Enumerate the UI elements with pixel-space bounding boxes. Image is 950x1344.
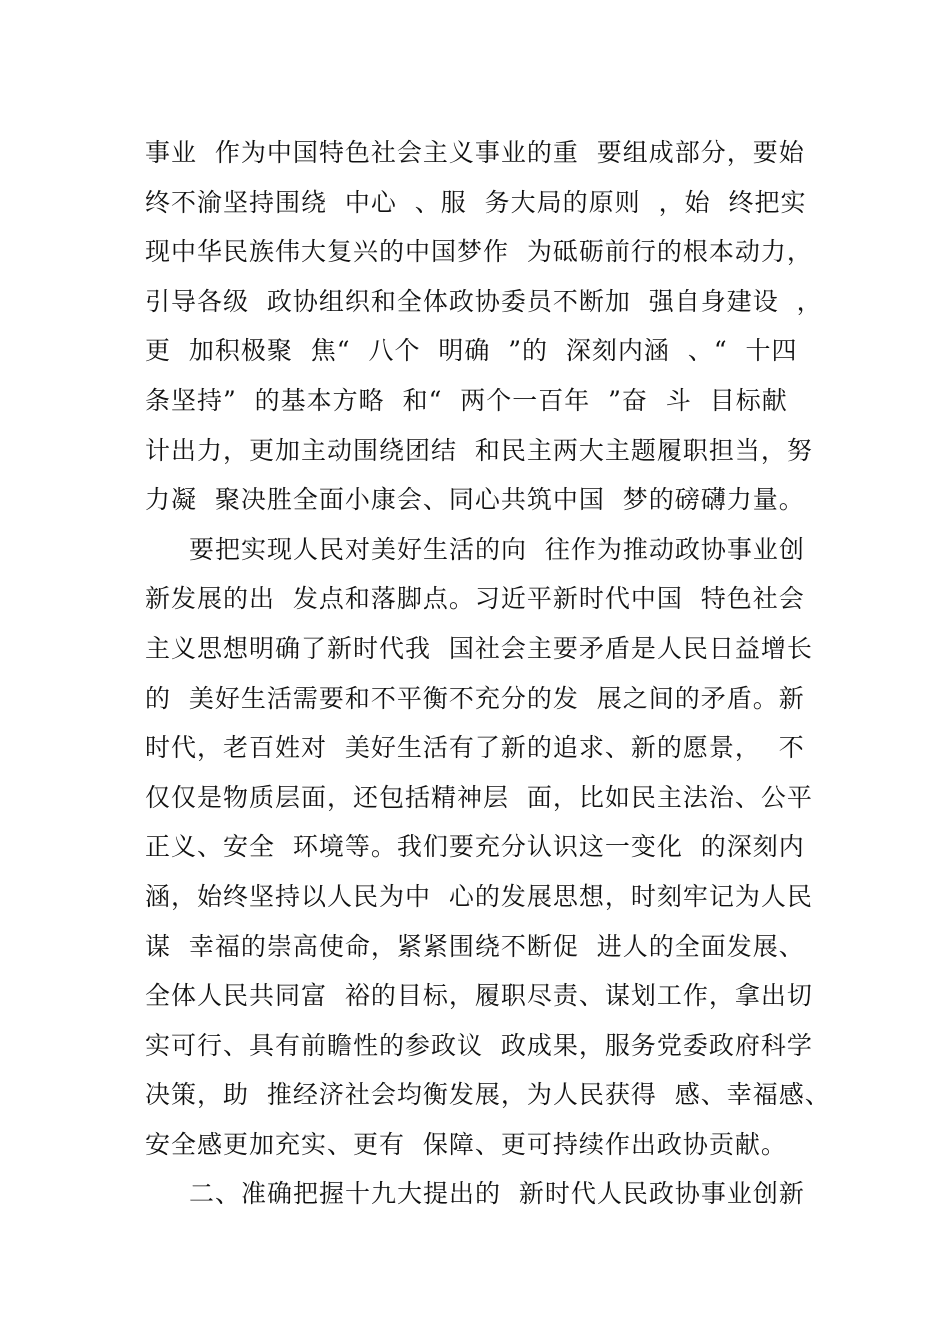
paragraph-start-line: 要把实现人民对美好生活的向 往作为推动政协事业创	[189, 534, 805, 564]
text-line: 全体人民共同富 裕的目标，履职尽责、谋划工作，拿出切	[145, 981, 813, 1011]
text-line: 引导各级 政协组织和全体政协委员不断加 强自身建设 ，	[145, 286, 823, 316]
text-line: 谋 幸福的崇高使命，紧紧围绕不断促 进人的全面发展、	[145, 931, 805, 961]
text-line: 实可行、具有前瞻性的参政议 政成果，服务党委政府科学	[145, 1030, 813, 1060]
text-line: 的 美好生活需要和不平衡不充分的发 展之间的矛盾。新	[145, 683, 805, 713]
text-line: 条坚持” 的基本方略 和“ 两个一百年 ”奋 斗 目标献	[145, 385, 788, 415]
body-text	[145, 128, 835, 1219]
text-line: 新发展的出 发点和落脚点。习近平新时代中国 特色社会	[145, 584, 805, 614]
text-line: 主义思想明确了新时代我 国社会主要矛盾是人民日益增长	[145, 633, 813, 663]
text-line: 仅仅是物质层面，还包括精神层 面，比如民主法治、公平	[145, 782, 813, 812]
text-line: 更 加积极聚 焦“ 八个 明确 ”的 深刻内涵 、“ 十四	[145, 336, 798, 366]
text-line: 时代，老百姓对 美好生活有了新的追求、新的愿景， 不	[145, 733, 805, 763]
text-line: 终不渝坚持围绕 中心 、服 务大局的原则 ，始 终把实	[145, 187, 807, 217]
text-line: 计出力，更加主动围绕团结 和民主两大主题履职担当，努	[145, 435, 813, 465]
text-line: 正义、安全 环境等。我们要充分认识这一变化 的深刻内	[145, 832, 805, 862]
text-line: 力凝 聚决胜全面小康会、同心共筑中国 梦的磅礴力量。	[145, 485, 805, 515]
text-line: 事业 作为中国特色社会主义事业的重 要组成部分，要始	[145, 138, 805, 167]
text-line: 涵，始终坚持以人民为中 心的发展思想，时刻牢记为人民	[145, 881, 813, 911]
text-line: 安全感更加充实、更有 保障、更可持续作出政协贡献。	[145, 1129, 787, 1159]
text-line: 现中华民族伟大复兴的中国梦作 为砥砺前行的根本动力，	[145, 237, 813, 267]
text-line: 决策，助 推经济社会均衡发展，为人民获得 感、幸福感、	[145, 1080, 831, 1110]
section-heading-line: 二、准确把握十九大提出的 新时代人民政协事业创新	[189, 1179, 805, 1209]
